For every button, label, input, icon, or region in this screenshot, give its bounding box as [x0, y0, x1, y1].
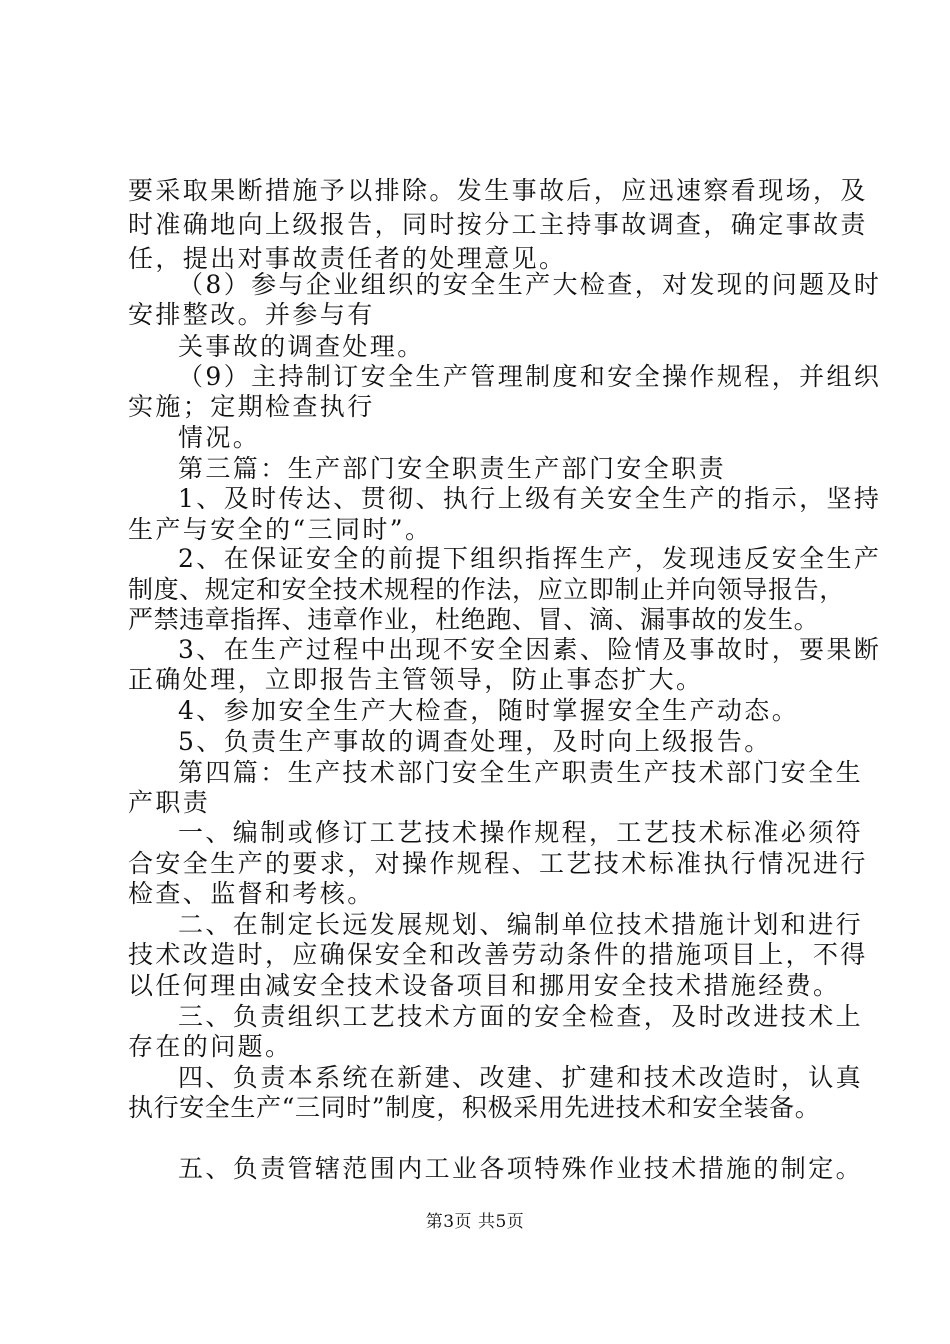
text-line: 检查、监督和考核。: [128, 879, 375, 908]
text-line: 四、负责本系统在新建、改建、扩建和技术改造时，认真: [178, 1063, 864, 1092]
section-heading: 第四篇：生产技术部门安全生产职责生产技术部门安全生: [178, 758, 864, 787]
text-line: （8）参与企业组织的安全生产大检查，对发现的问题及时: [178, 270, 882, 299]
text-line: 严禁违章指挥、违章作业，杜绝跑、冒、滴、漏事故的发生。: [128, 605, 820, 634]
text-line: 生产与安全的“三同时”。: [128, 515, 433, 544]
text-line: 2、在保证安全的前提下组织指挥生产，发现违反安全生产: [178, 544, 882, 573]
section-heading: 产职责: [128, 788, 211, 817]
text-line: 要采取果断措施予以排除。发生事故后，应迅速察看现场，及: [128, 176, 868, 205]
text-line: 以任何理由减安全技术设备项目和挪用安全技术措施经费。: [128, 971, 841, 1000]
page-number: 第3页 共5页: [425, 1212, 525, 1232]
text-line: 情况。: [178, 423, 261, 452]
text-line: 三、负责组织工艺技术方面的安全检查，及时改进技术上: [178, 1002, 864, 1031]
text-line: 正确处理，立即报告主管领导，防止事态扩大。: [128, 665, 704, 694]
text-line: （9）主持制订安全生产管理制度和安全操作规程，并组织: [178, 362, 882, 391]
text-line: 3、在生产过程中出现不安全因素、险情及事故时，要果断: [178, 635, 882, 664]
text-line: 时准确地向上级报告，同时按分工主持事故调查，确定事故责: [128, 210, 868, 239]
text-line: 1、及时传达、贯彻、执行上级有关安全生产的指示，坚持: [178, 484, 882, 513]
text-line: 实施；定期检查执行: [128, 392, 375, 421]
text-line: 4、参加安全生产大检查，随时掌握安全生产动态。: [178, 696, 800, 725]
text-line: 5、负责生产事故的调查处理，及时向上级报告。: [178, 727, 772, 756]
section-heading: 第三篇：生产部门安全职责生产部门安全职责: [178, 454, 727, 483]
text-line: 合安全生产的要求，对操作规程、工艺技术标准执行情况进行: [128, 849, 868, 878]
text-line: 任，提出对事故责任者的处理意见。: [128, 244, 567, 273]
text-line: 二、在制定长远发展规划、编制单位技术措施计划和进行: [178, 910, 864, 939]
text-line: 一、编制或修订工艺技术操作规程，工艺技术标准必须符: [178, 818, 864, 847]
text-line: 制度、规定和安全技术规程的作法，应立即制止并向领导报告，: [128, 575, 845, 604]
text-line: 执行安全生产“三同时”制度，积极采用先进技术和安全装备。: [128, 1093, 821, 1122]
text-line: 存在的问题。: [128, 1032, 293, 1061]
text-line: 技术改造时，应确保安全和改善劳动条件的措施项目上，不得: [128, 940, 868, 969]
text-line: 五、负责管辖范围内工业各项特殊作业技术措施的制定。: [178, 1154, 864, 1183]
text-line: 安排整改。并参与有: [128, 300, 375, 329]
text-line: 关事故的调查处理。: [178, 332, 425, 361]
